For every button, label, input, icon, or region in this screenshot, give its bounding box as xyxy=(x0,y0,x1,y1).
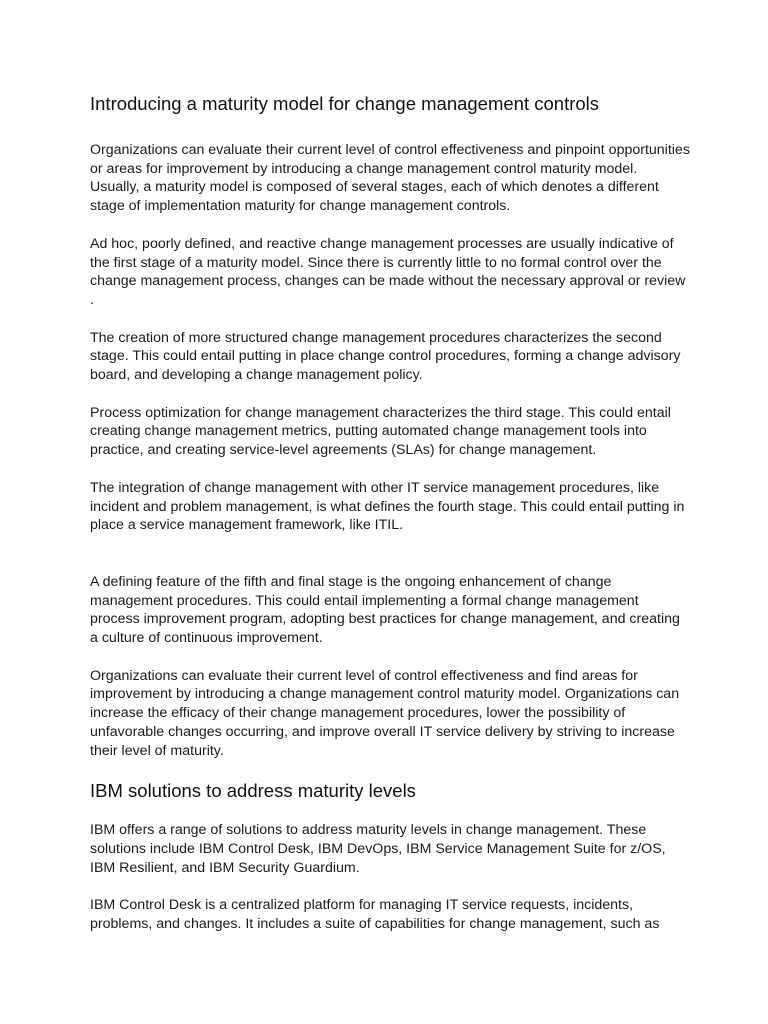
paragraph-stage-three: Process optimization for change management characterizes the third stage. This could entail creating change management metrics, putting automated change management tools into practice, and creating service-level agreements (SLAs) for change management. xyxy=(90,404,671,459)
paragraph-stage-one: Ad hoc, poorly defined, and reactive change management processes are usually indicative of the first stage of a maturity model. Since there is currently little to no formal control over the change management process, changes can be made without the necessary approval or review . xyxy=(90,235,686,308)
section-heading-maturity-model: Introducing a maturity model for change management controls xyxy=(90,93,600,114)
paragraph-ibm-offers: IBM offers a range of solutions to address maturity levels in change management. These solutions include IBM Control Desk, IBM DevOps, IBM Service Management Suite for z/OS, IBM Resilient, and IBM Security Guardium. xyxy=(90,822,666,876)
paragraph-stage-five: A defining feature of the fifth and final stage is the ongoing enhancement of change management procedures. This could entail implementing a formal change management process improvement program, adopting best practices for change management, and creating a culture of continuous improvement. xyxy=(90,573,680,647)
document-page xyxy=(90,92,690,953)
paragraph-intro: Organizations can evaluate their current level of control effectiveness and pinpoint opportunities or areas for improvement by introducing a change management control maturity model. Usually, a maturity model is composed of several stages, each of which denotes a different stage of implementation maturity for change management controls. xyxy=(90,142,690,215)
paragraph-stage-four: The integration of change management with other IT service management procedures, like incident and problem management, is what defines the fourth stage. This could entail putting in place a service management framework, like ITIL. xyxy=(90,479,685,534)
paragraph-stage-two: The creation of more structured change management procedures characterizes the second stage. This could entail putting in place change control procedures, forming a change advisory board, and developing a change management policy. xyxy=(90,329,681,384)
paragraph-summary: Organizations can evaluate their current level of control effectiveness and find areas for improvement by introducing a change management control maturity model. Organizations can increase the efficacy of their change management procedures, lower the possibility of unfavorable changes occurring, and improve overall IT service delivery by striving to increase their level of maturity. xyxy=(90,667,680,759)
paragraph-ibm-control-desk: IBM Control Desk is a centralized platform for managing IT service requests, incidents, problems, and changes. It includes a suite of capabilities for change management, such as xyxy=(90,897,660,933)
section-heading-ibm-solutions: IBM solutions to address maturity levels xyxy=(90,780,416,802)
